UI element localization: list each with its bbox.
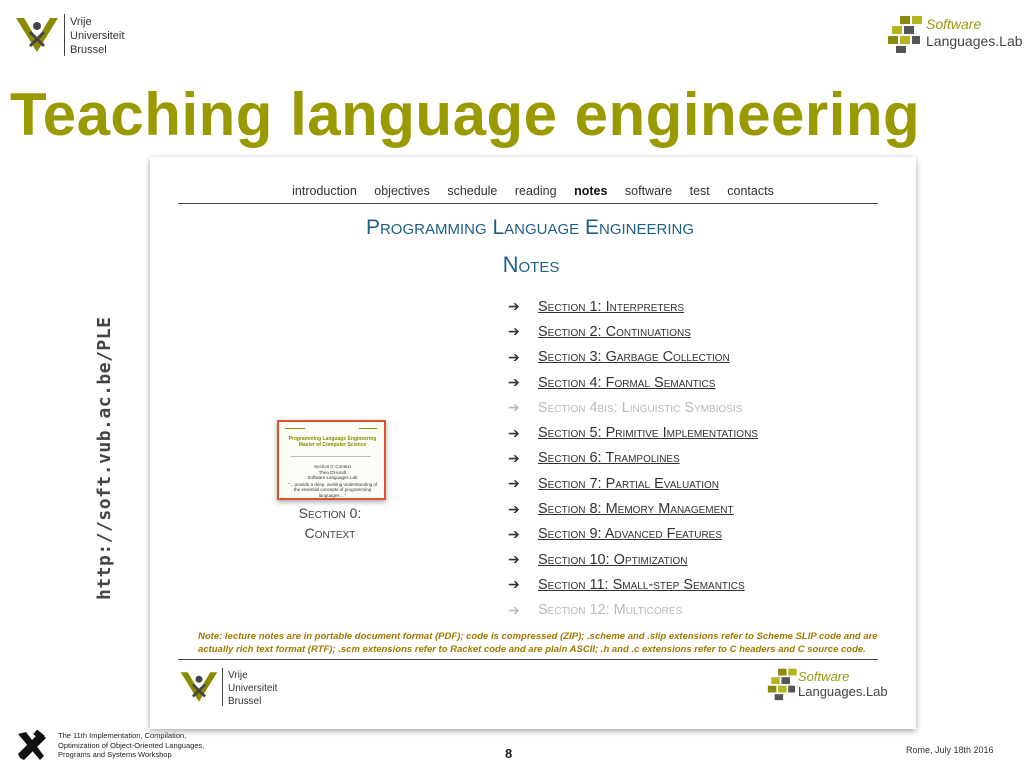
section-unavailable: ➔ Section 12: Multicores [508,601,683,619]
software-languages-lab-text: Software Languages.Lab [798,669,888,699]
page-heading: Programming Language Engineering [365,216,695,239]
format-note: Note: lecture notes are in portable document format (PDF); code is compressed (ZIP); .scheme and .slip extensions refer to Scheme SLIP code and are actually rich text format (RTF); .scm extensions refer to Racket code and are plain ASCII; .h and .c extensions refer to C headers and C source code. [198,631,878,655]
section0-link[interactable]: Section 0: Context [298,505,362,541]
vub-logo-icon [179,670,219,704]
arrow-right-icon: ➔ [508,601,520,618]
arrow-right-icon: ➔ [508,399,520,416]
arrow-right-icon: ➔ [508,576,520,593]
arrow-right-icon: ➔ [508,374,520,391]
slide-date: Rome, July 18th 2016 [906,745,994,755]
nav-software[interactable]: software [624,184,673,198]
arrow-right-icon: ➔ [508,551,520,568]
thumbnail-title: Programming Language Engineering Master of Computer Science [288,436,377,448]
arrow-right-icon: ➔ [508,424,520,441]
section-link[interactable]: ➔ Section 2: Continuations [508,323,691,340]
section-unavailable: ➔ Section 4bis: Linguistic Symbiosis [508,399,743,416]
page-subheading: Notes [502,252,560,277]
footer-divider [178,659,878,660]
nav-divider [178,203,878,204]
thumbnail-logo-mark [359,428,377,429]
arrow-right-icon: ➔ [508,298,520,315]
nav-test[interactable]: test [689,184,710,198]
hammer-pick-icon [14,730,48,762]
sections-list [508,294,758,623]
section0-slide-thumbnail[interactable] [277,420,386,500]
nav-reading[interactable]: reading [514,184,557,198]
vub-logo-divider [64,14,65,56]
nav-objectives[interactable]: objectives [374,184,430,198]
software-languages-lab-logo-icon [766,667,802,701]
thumbnail-divider [291,456,371,457]
section-link[interactable]: ➔ Section 10: Optimization [508,551,688,568]
vub-logo-icon [14,16,60,54]
software-languages-lab-logo-icon [886,14,928,54]
arrow-right-icon: ➔ [508,475,520,492]
section-link[interactable]: ➔ Section 3: Garbage Collection [508,348,730,366]
nav-schedule[interactable]: schedule [447,184,498,198]
webpage-nav [150,184,916,198]
arrow-right-icon: ➔ [508,525,520,542]
arrow-right-icon: ➔ [508,449,520,466]
nav-notes[interactable]: notes [574,184,608,198]
section-link[interactable]: ➔ Section 5: Primitive Implementations [508,424,758,442]
section-link[interactable]: ➔ Section 4: Formal Semantics [508,374,716,391]
arrow-right-icon: ➔ [508,348,520,365]
nav-introduction[interactable]: introduction [292,184,357,198]
section-link[interactable]: ➔ Section 1: Interpreters [508,298,685,315]
arrow-right-icon: ➔ [508,323,520,340]
arrow-right-icon: ➔ [508,500,520,517]
page-number: 8 [505,746,513,761]
vub-logo-divider [222,668,223,706]
section-link[interactable]: ➔ Section 6: Trampolines [508,449,680,467]
thumbnail-subtitle: Section 0: Context Theo D'Hondt Software Languages Lab "... provide a deep, working understanding of the essential concepts of programming languages ..." [287,464,378,498]
nav-contacts[interactable]: contacts [727,184,774,198]
webpage-screenshot [150,157,916,729]
section-link[interactable]: ➔ Section 8: Memory Management [508,500,734,518]
vub-logo-text: Vrije Universiteit Brussel [70,16,125,56]
workshop-name: The 11th Implementation, Compilation, Optimization of Object-Oriented Languages, Programs and Systems Workshop [58,731,205,760]
vertical-url-link[interactable]: http://soft.vub.ac.be/PLE [94,316,115,600]
slide-title: Teaching language engineering [10,81,921,148]
thumbnail-logo-mark [285,428,305,429]
section-link[interactable]: ➔ Section 9: Advanced Features [508,525,723,543]
vub-logo-text: Vrije Universiteit Brussel [228,670,278,707]
software-languages-lab-text: Software Languages.Lab [926,16,1023,49]
section-link[interactable]: ➔ Section 7: Partial Evaluation [508,475,719,492]
section-link[interactable]: ➔ Section 11: Small-step Semantics [508,576,745,593]
